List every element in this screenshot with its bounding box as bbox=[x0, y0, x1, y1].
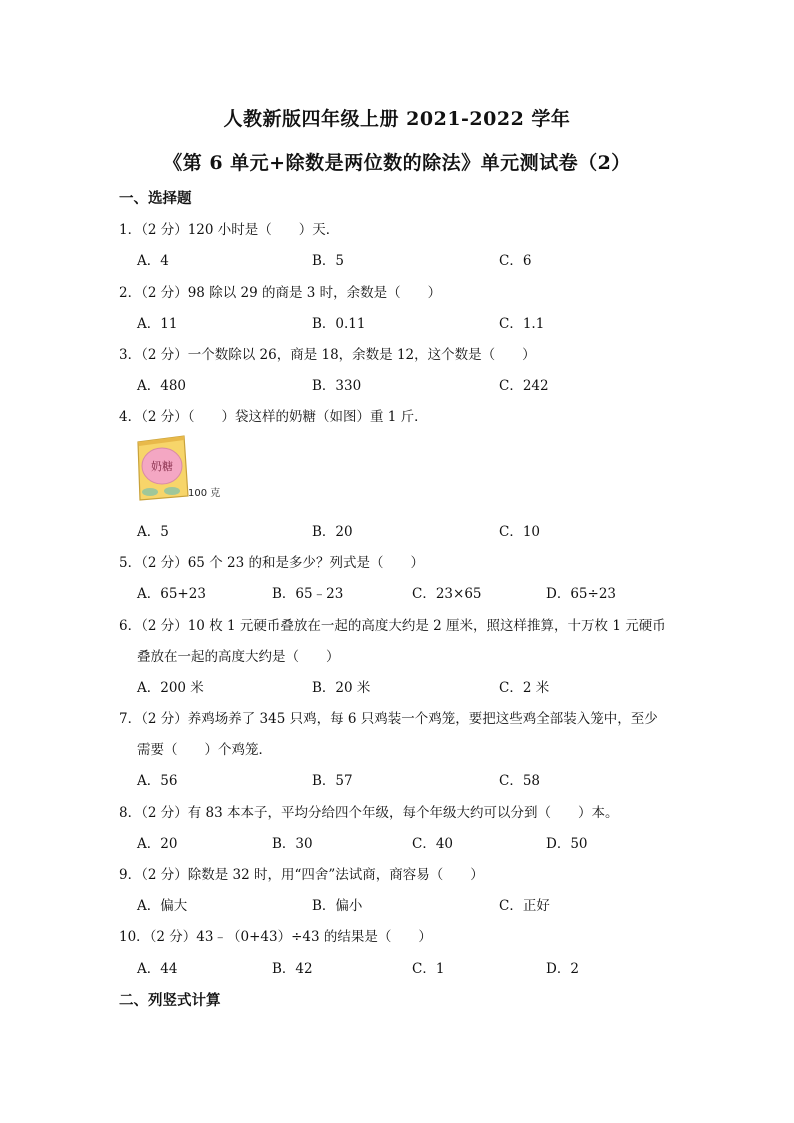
question-3-stem: 3．（2 分）一个数除以 26，商是 18，余数是 12，这个数是（ ） bbox=[119, 347, 536, 363]
question-8-option-b: B．30 bbox=[272, 836, 313, 852]
question-8-option-d: D．50 bbox=[546, 836, 588, 852]
question-1-option-c: C．6 bbox=[499, 253, 532, 269]
question-3-option-c: C．242 bbox=[499, 378, 549, 394]
exam-title-line2: 《第 6 单元+除数是两位数的除法》单元测试卷（2） bbox=[163, 152, 631, 174]
question-10-option-c: C．1 bbox=[412, 961, 445, 977]
question-10-option-b: B．42 bbox=[272, 961, 313, 977]
question-9-stem: 9．（2 分）除数是 32 时，用“四舍”法试商，商容易（ ） bbox=[119, 867, 484, 883]
question-4-option-c: C．10 bbox=[499, 524, 541, 540]
question-2-option-b: B．0.11 bbox=[312, 316, 366, 332]
question-4-option-b: B．20 bbox=[312, 524, 353, 540]
question-5-stem: 5．（2 分）65 个 23 的和是多少？列式是（ ） bbox=[119, 555, 424, 571]
question-5-option-c: C．23×65 bbox=[412, 586, 482, 602]
question-2-stem: 2．（2 分）98 除以 29 的商是 3 时，余数是（ ） bbox=[119, 285, 442, 301]
question-6-option-c: C．2 米 bbox=[499, 680, 550, 696]
question-4-stem: 4．（2 分）（ ）袋这样的奶糖（如图）重 1 斤． bbox=[119, 409, 428, 425]
question-8-option-a: A．20 bbox=[137, 836, 178, 852]
question-7-option-c: C．58 bbox=[499, 773, 541, 789]
question-10-option-a: A．44 bbox=[137, 961, 178, 977]
question-6-option-b: B．20 米 bbox=[312, 680, 371, 696]
question-6-option-a: A．200 米 bbox=[137, 680, 204, 696]
question-5-option-a: A．65+23 bbox=[137, 586, 206, 602]
question-3-option-b: B．330 bbox=[312, 378, 362, 394]
question-1-option-b: B．5 bbox=[312, 253, 345, 269]
candy-bag-figure bbox=[134, 434, 229, 504]
question-2-option-a: A．11 bbox=[137, 316, 178, 332]
question-6-stem-cont: 叠放在一起的高度大约是（ ） bbox=[137, 649, 340, 665]
question-9-option-a: A．偏大 bbox=[137, 898, 188, 914]
question-5-option-d: D．65÷23 bbox=[546, 586, 616, 602]
question-4-option-a: A．5 bbox=[137, 524, 169, 540]
section-heading-vertical-calc: 二、列竖式计算 bbox=[119, 992, 221, 1009]
question-9-option-b: B．偏小 bbox=[312, 898, 363, 914]
question-7-stem-cont: 需要（ ）个鸡笼． bbox=[137, 742, 272, 758]
candy-piece-icon bbox=[142, 488, 158, 496]
question-7-option-a: A．56 bbox=[137, 773, 178, 789]
question-7-option-b: B．57 bbox=[312, 773, 353, 789]
question-3-option-a: A．480 bbox=[137, 378, 187, 394]
question-8-stem: 8．（2 分）有 83 本本子，平均分给四个年级，每个年级大约可以分到（ ）本。 bbox=[119, 805, 619, 821]
exam-title-line1: 人教新版四年级上册 2021-2022 学年 bbox=[223, 108, 571, 130]
question-1-option-a: A．4 bbox=[137, 253, 169, 269]
candy-bag-label: 奶糖 bbox=[151, 460, 173, 473]
question-10-option-d: D．2 bbox=[546, 961, 579, 977]
question-9-option-c: C．正好 bbox=[499, 898, 550, 914]
question-6-stem: 6．（2 分）10 枚 1 元硬币叠放在一起的高度大约是 2 厘米，照这样推算，十万枚 1 元硬币 bbox=[119, 618, 666, 634]
section-heading-choice: 一、选择题 bbox=[119, 190, 192, 207]
candy-weight-label: 100 克 bbox=[188, 488, 221, 499]
question-10-stem: 10．（2 分）43﹣（0+43）÷43 的结果是（ ） bbox=[119, 929, 432, 945]
candy-piece-icon bbox=[164, 487, 180, 495]
question-7-stem: 7．（2 分）养鸡场养了 345 只鸡，每 6 只鸡装一个鸡笼，要把这些鸡全部装入笼中，至少 bbox=[119, 711, 658, 727]
question-5-option-b: B．65﹣23 bbox=[272, 586, 344, 602]
question-8-option-c: C．40 bbox=[412, 836, 454, 852]
question-1-stem: 1．（2 分）120 小时是（ ）天． bbox=[119, 222, 340, 238]
question-2-option-c: C．1.1 bbox=[499, 316, 545, 332]
